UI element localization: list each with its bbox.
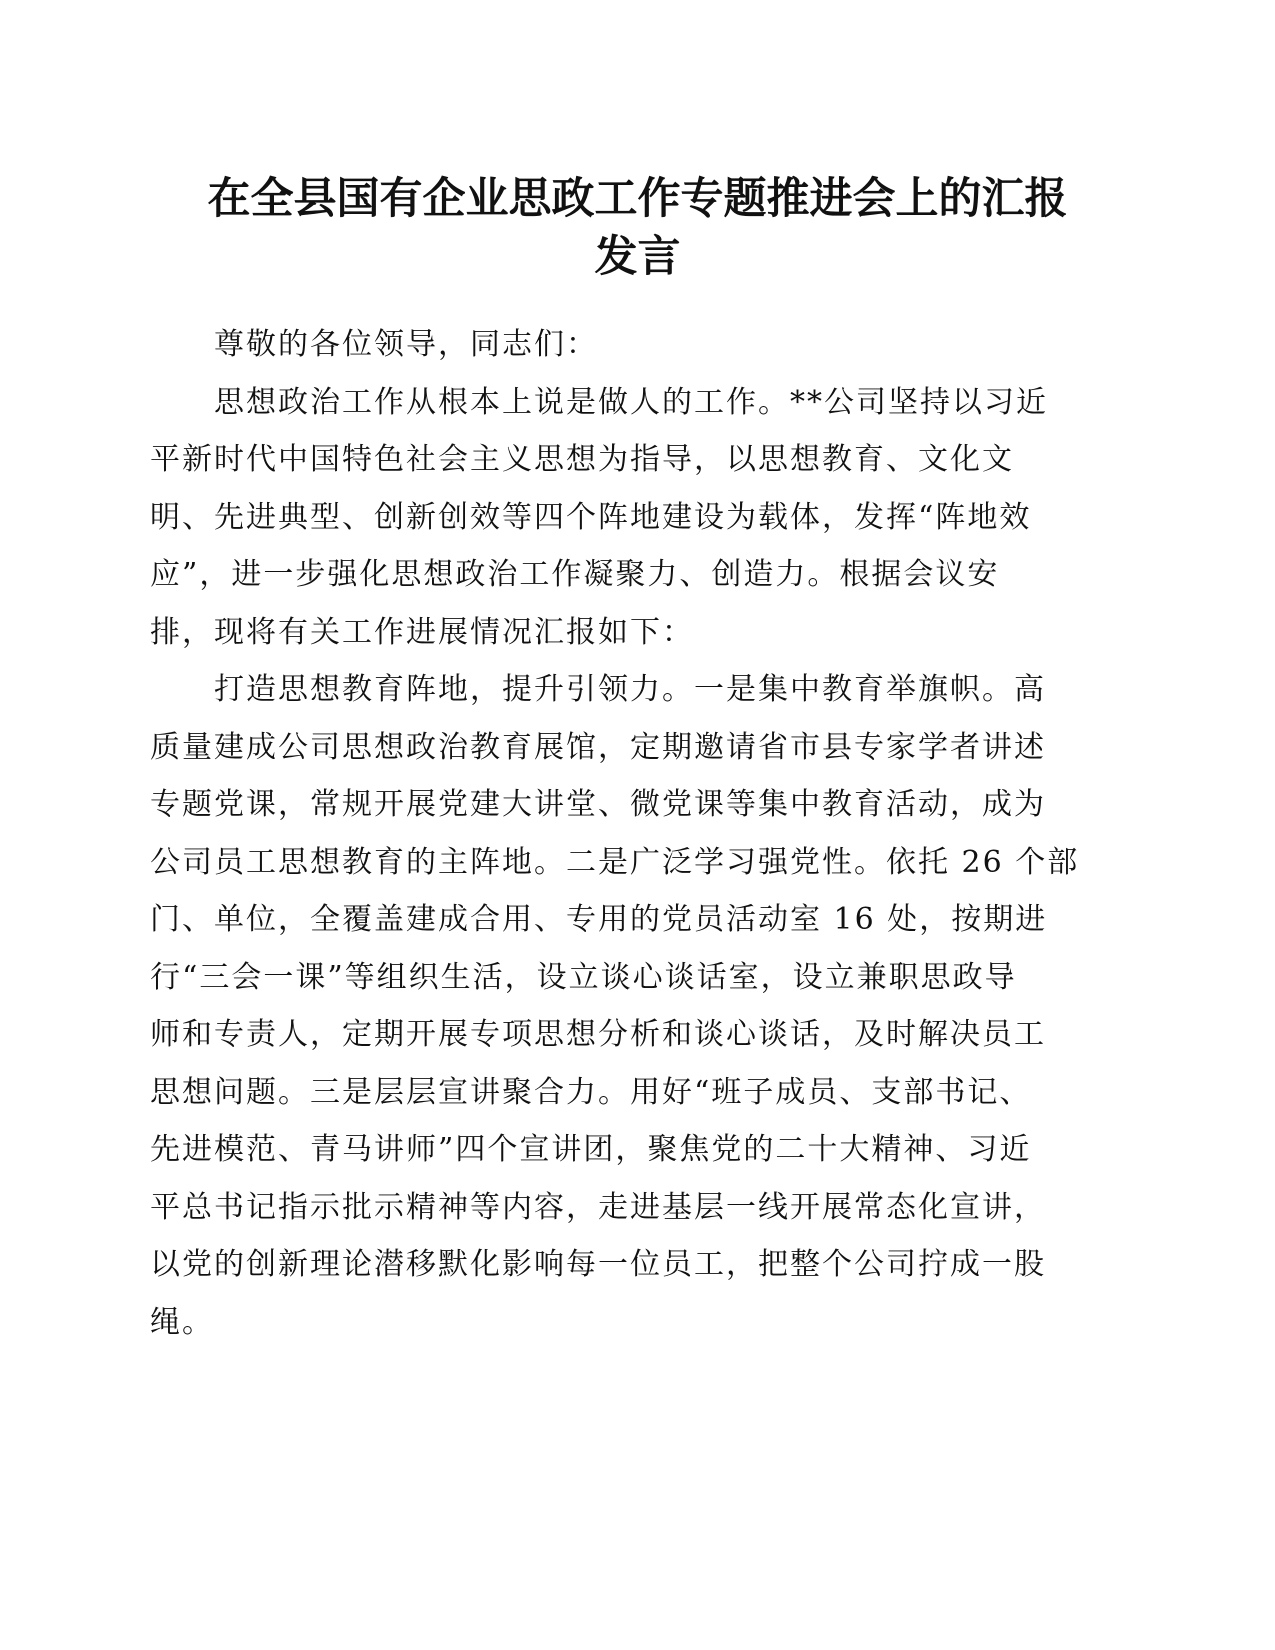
paragraph-line: 平总书记指示批示精神等内容，走进基层一线开展常态化宣讲， — [150, 1189, 1046, 1225]
paragraph-line: 质量建成公司思想政治教育展馆，定期邀请省市县专家学者讲述 — [150, 729, 1046, 765]
paragraph-line: 打造思想教育阵地，提升引领力。一是集中教育举旗帜。高 — [214, 672, 1046, 707]
title-line: 发言 — [594, 232, 681, 282]
paragraph-line: 门、单位，全覆盖建成合用、专用的党员活动室 16 处，按期进 — [150, 902, 1048, 937]
title-line: 在全县国有企业思政工作专题推进会上的汇报 — [207, 174, 1068, 224]
paragraph-line: 先进模范、青马讲师”四个宣讲团，聚焦党的二十大精神、习近 — [150, 1132, 1032, 1167]
paragraph-line: 思想问题。三是层层宣讲聚合力。用好“班子成员、支部书记、 — [150, 1074, 1032, 1110]
paragraph-line: 明、先进典型、创新创效等四个阵地建设为载体，发挥“阵地效 — [150, 499, 1032, 535]
paragraph-intro — [150, 374, 1100, 662]
paragraph-line: 应”，进一步强化思想政治工作凝聚力、创造力。根据会议安 — [150, 557, 1000, 592]
paragraph-line: 思想政治工作从根本上说是做人的工作。**公司坚持以习近 — [214, 384, 1048, 420]
salutation: 尊敬的各位领导，同志们： — [214, 327, 598, 362]
paragraph-line: 行“三会一课”等组织生活，设立谈心谈话室，设立兼职思政导 — [150, 959, 1017, 995]
document-body — [150, 316, 1100, 1351]
paragraph-line: 公司员工思想教育的主阵地。二是广泛学习强党性。依托 26 个部 — [150, 844, 1080, 880]
paragraph-line: 排，现将有关工作进展情况汇报如下： — [150, 614, 694, 650]
paragraph-line: 绳。 — [150, 1304, 214, 1340]
paragraph-line: 以党的创新理论潜移默化影响每一位员工，把整个公司拧成一股 — [150, 1247, 1046, 1282]
paragraph-education-front — [150, 661, 1100, 1351]
paragraph-line: 专题党课，常规开展党建大讲堂、微党课等集中教育活动，成为 — [150, 787, 1046, 822]
paragraph-line: 师和专责人，定期开展专项思想分析和谈心谈话，及时解决员工 — [150, 1017, 1046, 1052]
document-title — [150, 170, 1125, 286]
paragraph-line: 平新时代中国特色社会主义思想为指导，以思想教育、文化文 — [150, 442, 1014, 477]
